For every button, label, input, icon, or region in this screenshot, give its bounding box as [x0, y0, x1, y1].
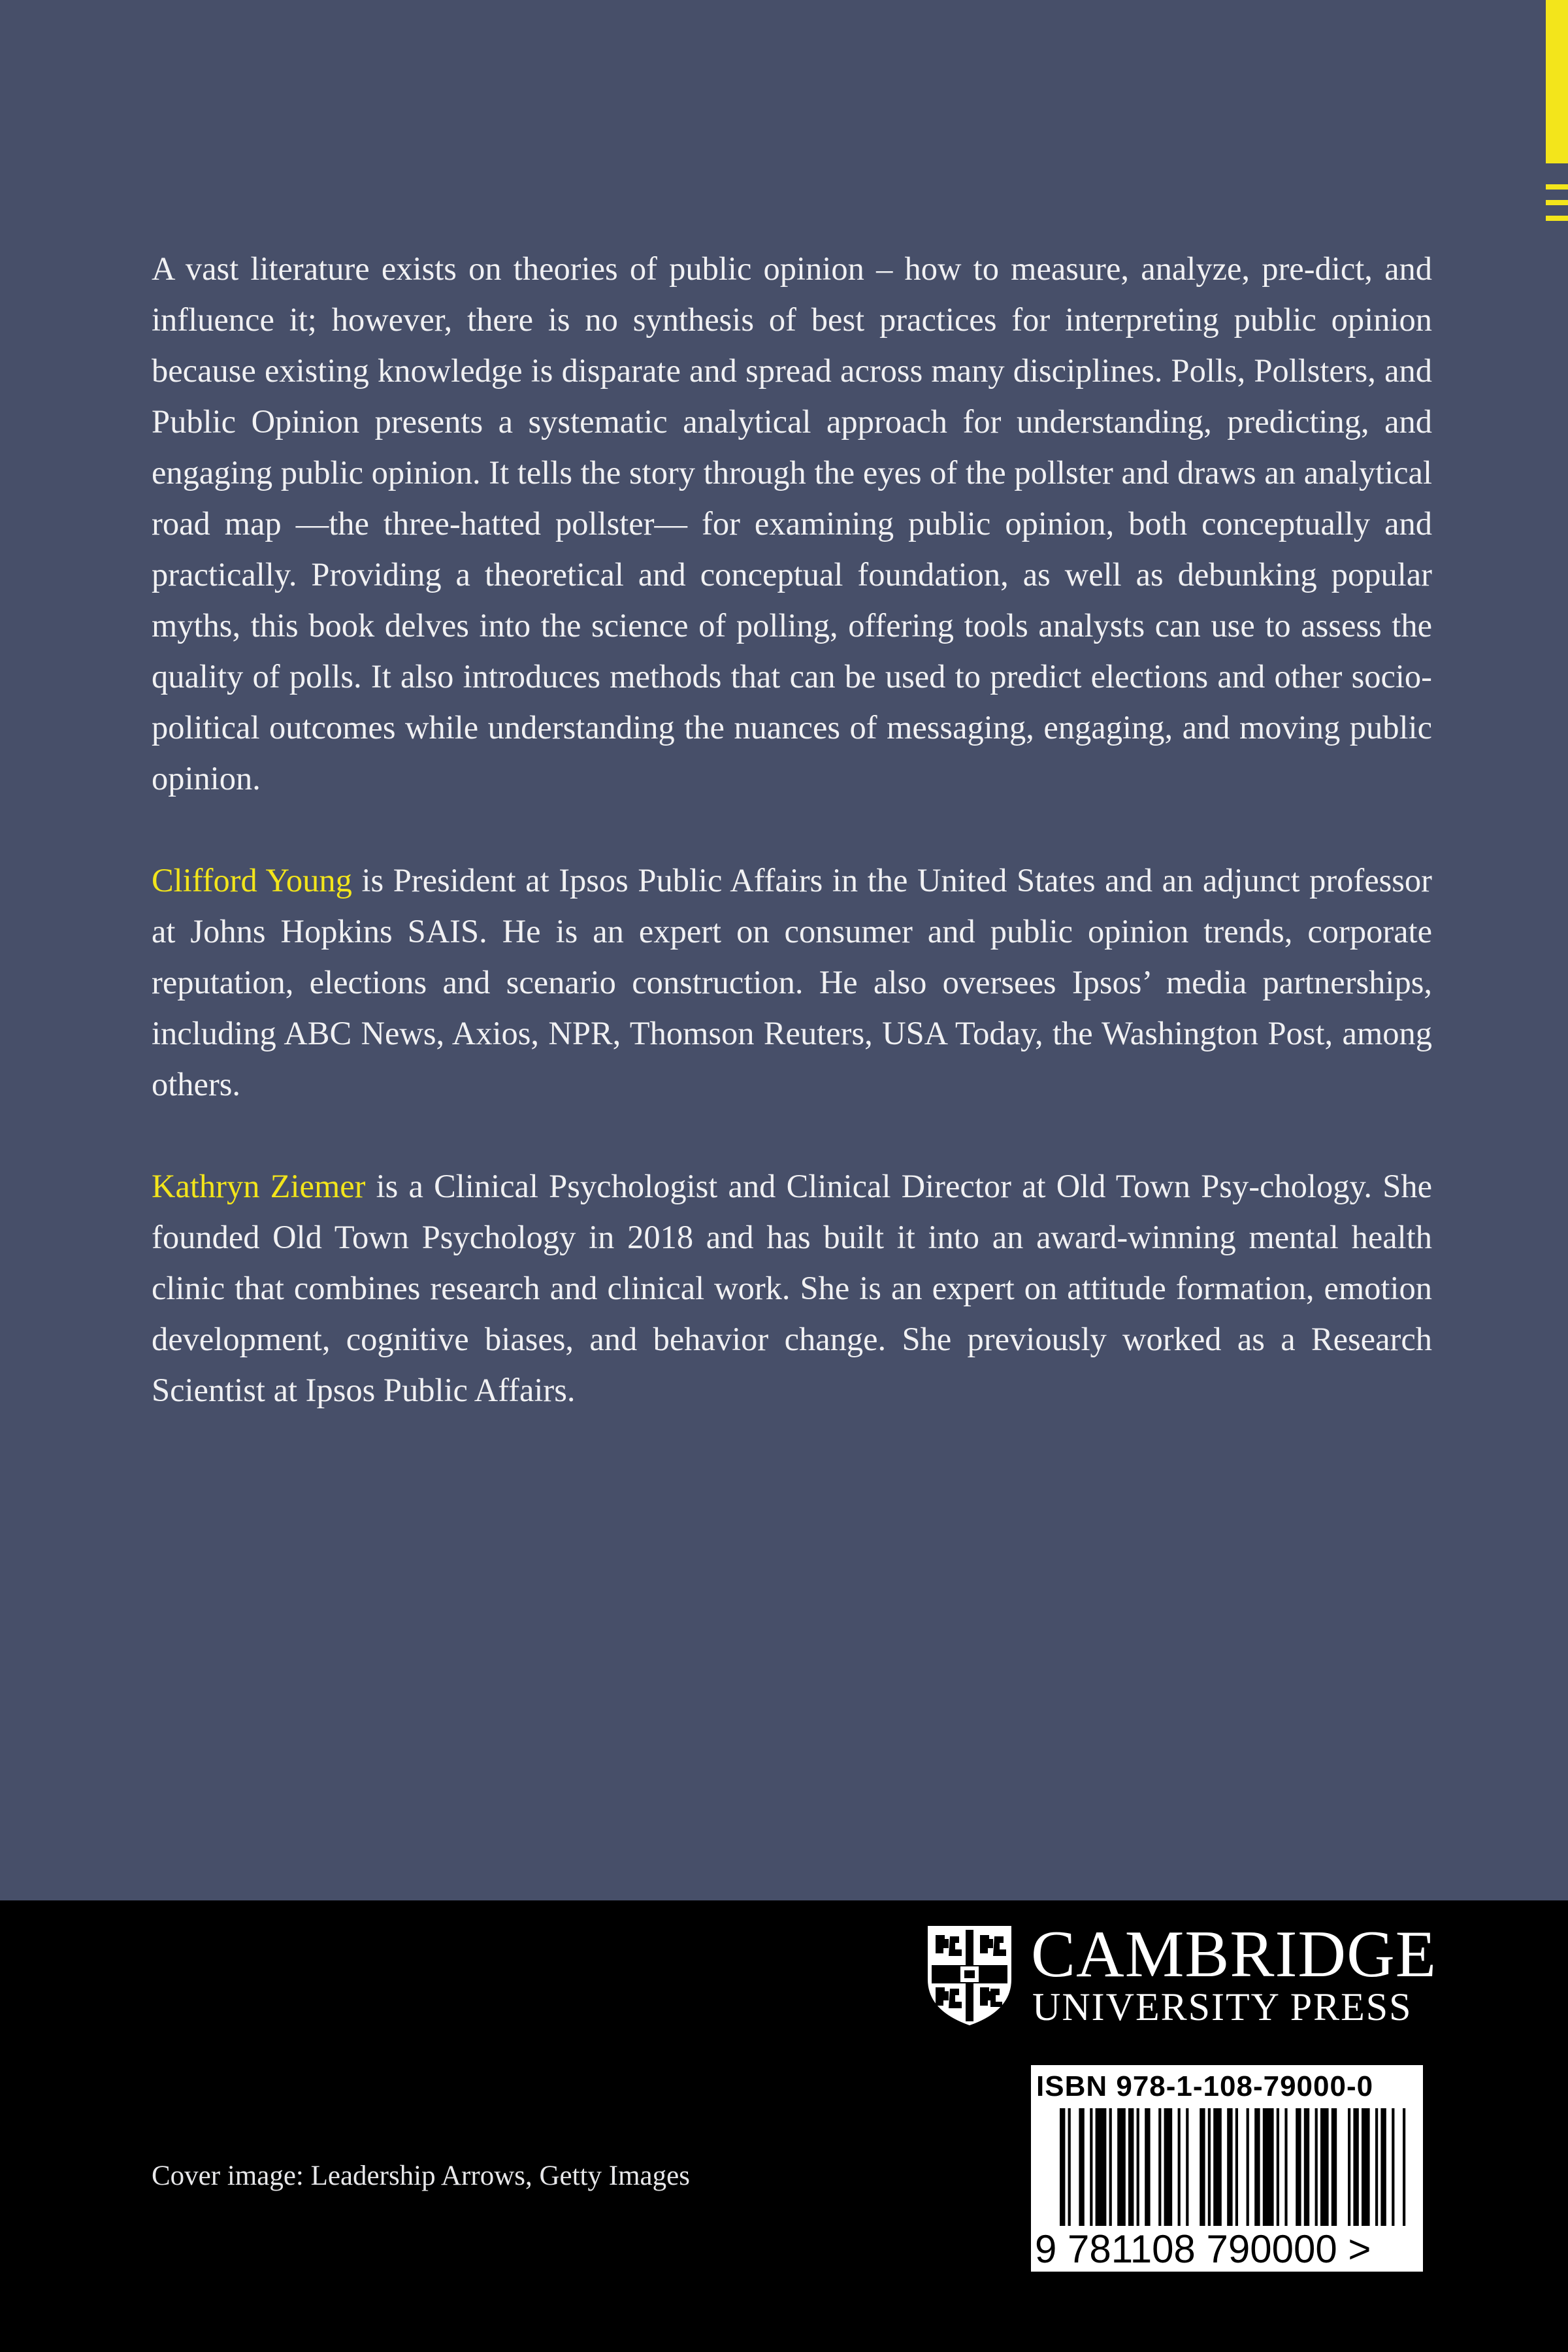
cover-image-credit: Cover image: Leadership Arrows, Getty Images [152, 2161, 690, 2191]
spine-tick-mark [1546, 184, 1568, 190]
spine-tick-mark [1546, 216, 1568, 221]
author-bio-1 [152, 855, 1432, 1110]
barcode-bar [1263, 2108, 1274, 2226]
isbn-label: ISBN 978-1-108-79000-0 [1036, 2070, 1374, 2102]
barcode-bar [1096, 2108, 1107, 2226]
barcode-bar [1079, 2108, 1084, 2226]
barcode-bar [1200, 2108, 1205, 2226]
barcode-bar [1353, 2108, 1358, 2226]
barcode-bar [1375, 2108, 1378, 2226]
barcode-bar [1109, 2108, 1112, 2226]
barcode-bar [1380, 2108, 1386, 2226]
cambridge-shield-icon [926, 1925, 1013, 2027]
barcode-bar [1068, 2108, 1071, 2226]
author-bio-2 [152, 1161, 1432, 1416]
author-bio-1-text: is President at Ipsos Public Affairs in the United States and an adjunct professor at Johns Hopkins SAIS. He is an expert on consumer and public opinion trends, corporate reputation, elections and scenario construction. He also oversees Ipsos’ media partnerships, including ABC News, Axios, NPR, Thomson Reuters, USA Today, the Washington Post, among others. [152, 862, 1432, 1102]
author-bio-2-text: is a Clinical Psychologist and Clinical Director at Old Town Psy-chology. She founded Old Town Psychology in 2018 and has built it into an award-winning mental health clinic that combines research and clinical work. She is an expert on attitude formation, emotion development, cognitive biases, and behavior change. She previously worked as a Research Scientist at Ipsos Public Affairs. [152, 1168, 1432, 1408]
barcode-bar [1348, 2108, 1350, 2226]
publisher-name: CAMBRIDGE [1031, 1917, 1437, 1991]
barcode-bar [1315, 2108, 1318, 2226]
barcode-bar [1403, 2108, 1405, 2226]
barcode-bar [1208, 2108, 1211, 2226]
spine-yellow-bar [1546, 0, 1568, 163]
barcode-bar [1284, 2108, 1287, 2226]
author-name-1: Clifford Young [152, 862, 352, 899]
publisher-subtitle: UNIVERSITY PRESS [1032, 1985, 1413, 2029]
author-name-2: Kathryn Ziemer [152, 1168, 366, 1204]
barcode-bar [1137, 2108, 1139, 2226]
barcode-bar [1164, 2108, 1173, 2226]
barcode-bar [1213, 2108, 1222, 2226]
barcode-bar [1331, 2108, 1337, 2226]
barcode-bar [1277, 2108, 1279, 2226]
book-description: A vast literature exists on theories of public opinion – how to measure, analyze, pre-dict, and influence it; however, there is no synthesis of best practices for interpreting public opinion because existing knowledge is disparate and spread across many disciplines. Polls, Pollsters, and Public Opinion presents a systematic analytical approach for understanding, predicting, and engaging public opinion. It tells the story through the eyes of the pollster and draws an analytical road map —the three-hatted pollster— for examining public opinion, both conceptually and practically. Providing a theoretical and conceptual foundation, as well as debunking popular myths, this book delves into the science of polling, offering tools analysts can use to assess the quality of polls. It also introduces methods that can be used to predict elections and other socio-political outcomes while understanding the nuances of messaging, engaging, and moving public opinion. [152, 250, 1432, 797]
barcode-bar [1254, 2108, 1260, 2226]
barcode-bar [1186, 2108, 1188, 2226]
barcode-bar [1362, 2108, 1370, 2226]
barcode-digits: 9 781108 790000 > [1035, 2227, 1371, 2271]
isbn-barcode [1031, 2065, 1423, 2272]
barcode-bar [1060, 2108, 1065, 2226]
spine-tick-mark [1546, 200, 1568, 205]
barcode-bar [1158, 2108, 1161, 2226]
barcode-bar [1227, 2108, 1232, 2226]
barcode-bar [1320, 2108, 1329, 2226]
blurb-content [152, 243, 1432, 1466]
barcode-bar [1128, 2108, 1134, 2226]
publisher-logo [926, 1917, 1437, 2029]
barcode-bar [1145, 2108, 1150, 2226]
barcode-bar [1304, 2108, 1309, 2226]
barcode-bar [1392, 2108, 1394, 2226]
barcode-bar [1235, 2108, 1238, 2226]
barcode-bar [1090, 2108, 1092, 2226]
barcode-bar [1296, 2108, 1301, 2226]
barcode-bar [1178, 2108, 1181, 2226]
barcode-bar [1247, 2108, 1249, 2226]
barcode-bar [1117, 2108, 1126, 2226]
